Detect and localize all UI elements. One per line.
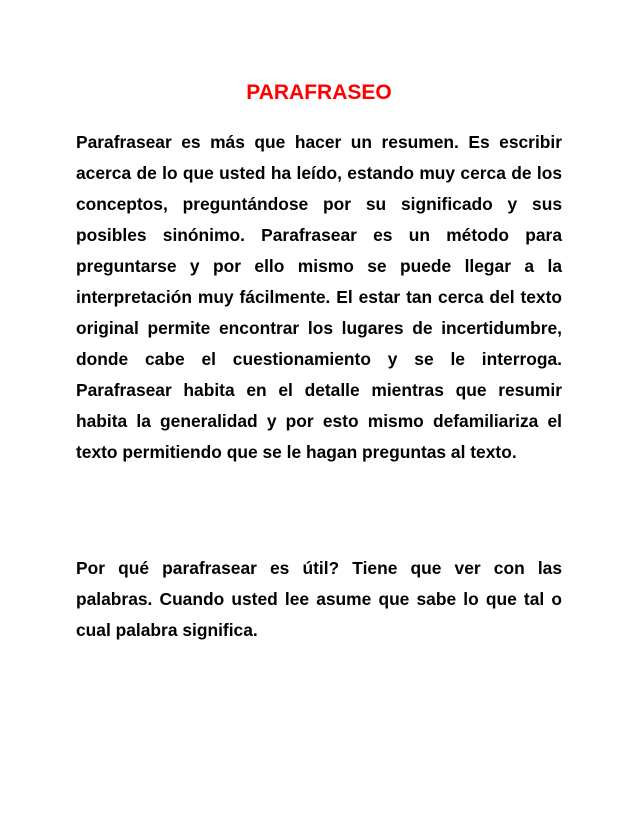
paragraph-2: Por qué parafrasear es útil? Tiene que ver con las palabras. Cuando usted lee asume que sabe lo que tal o cual palabra significa. — [76, 558, 562, 640]
paragraph-1: Parafrasear es más que hacer un resumen. Es escribir acerca de lo que usted ha leído, estando muy cerca de los conceptos, preguntándose por su significado y sus posibles sinónimo. Parafrasear es un método para preguntarse y por ello mismo se puede llegar a la interpretación muy fácilmente. El estar tan cerca del texto original permite encontrar los lugares de incertidumbre, donde cabe el cuestionamiento y se le interroga. Parafrasear habita en el detalle mientras que resumir habita la generalidad y por esto mismo defamiliariza el texto permitiendo que se le hagan preguntas al texto. — [76, 132, 562, 462]
document-title: PARAFRASEO — [246, 81, 392, 104]
